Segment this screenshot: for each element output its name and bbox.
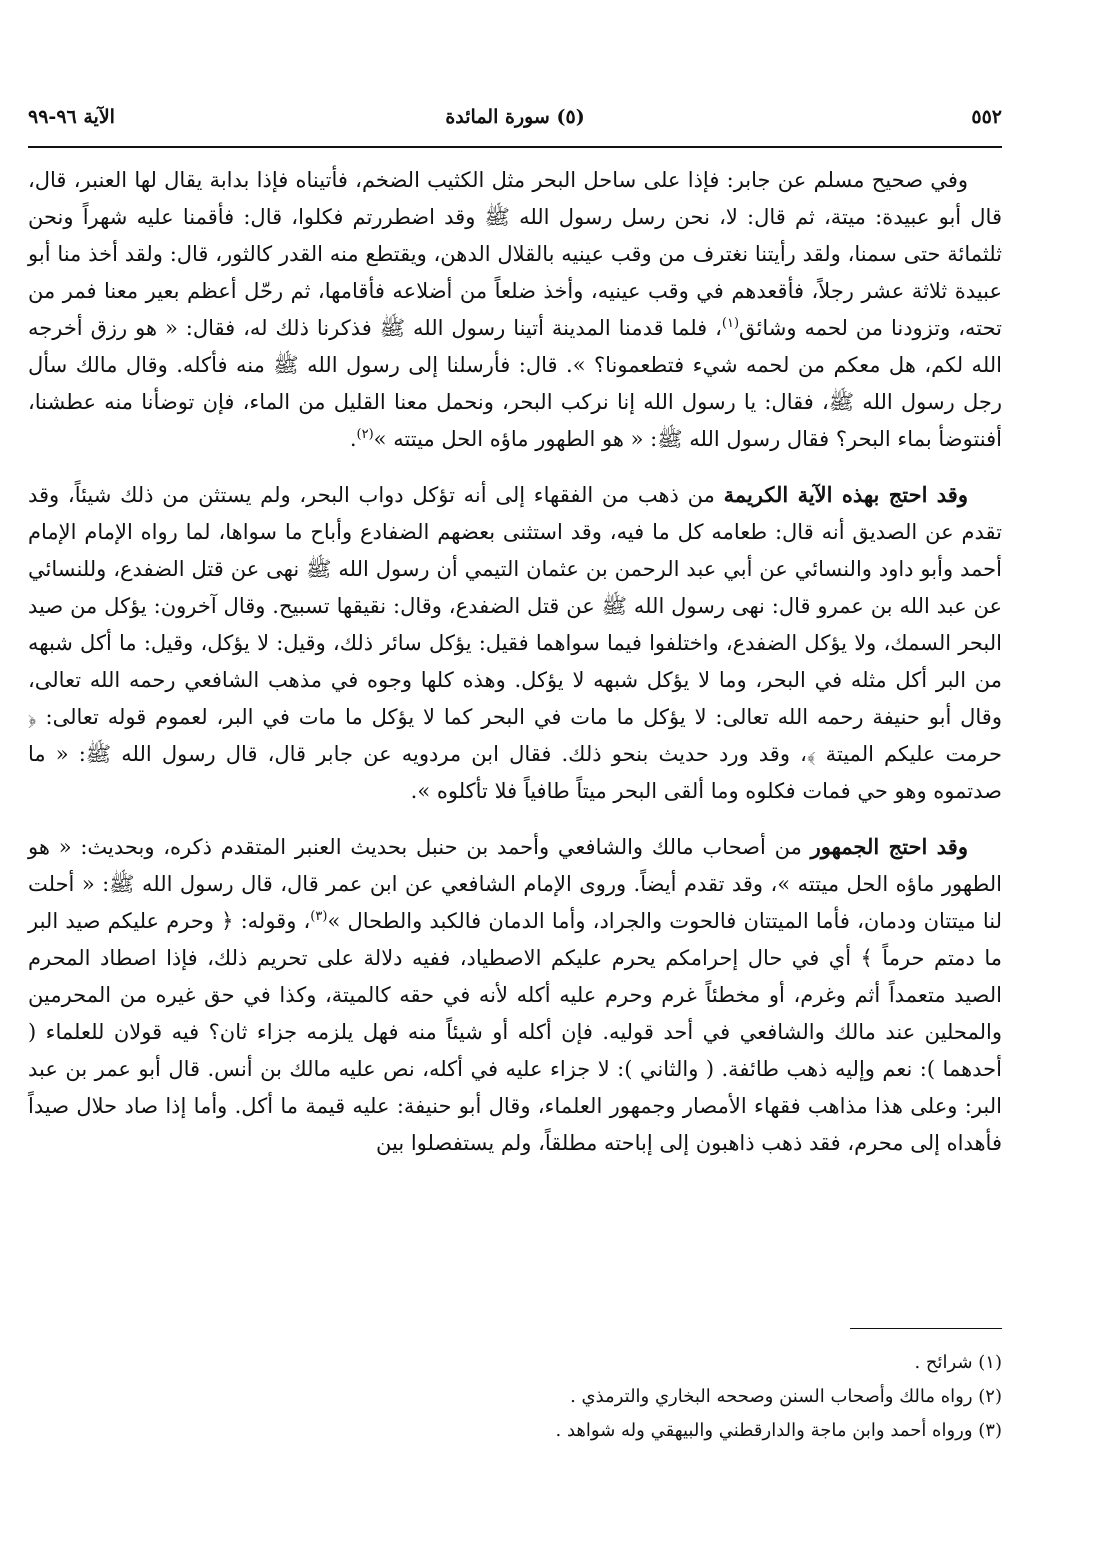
verse-range: الآية ٩٦-٩٩ — [28, 106, 115, 128]
footnote-1: (١) شرائح . — [914, 1352, 1002, 1373]
paragraph-text-end: . — [349, 427, 357, 451]
footnote-3: (٣) ورواه أحمد وابن ماجة والدارقطني والبيهقي وله شواهد . — [555, 1420, 1002, 1441]
paragraph-1 — [28, 162, 1002, 458]
paragraph-text-cont: ، فلما قدمنا المدينة أتينا رسول الله ﷺ فذكرنا ذلك له، فقال: « هو رزق أخرجه الله لكم، هل معكم من لحمه شيء فتطعمونا؟ ». قال: فأرسلنا إلى رسول الله ﷺ منه فأكله. وقال مالك سأل رجل رسول الله ﷺ، فقال: يا رسول الله إنا نركب البحر، ونحمل معنا القليل من الماء، فإن توضأنا منه عطشنا، أفنتوضأ بماء البحر؟ فقال رسول الله ﷺ: « هو الطهور ماؤه الحل ميتته » — [28, 316, 1002, 451]
paragraph-lead: وقد احتج بهذه الآية الكريمة — [723, 482, 968, 507]
paragraph-text: من ذهب من الفقهاء إلى أنه تؤكل دواب البحر، ولم يستثن من ذلك شيئاً، وقد تقدم عن الصديق أنه قال: طعامه كل ما فيه، وقد استثنى بعضهم الضفادع وأباح ما سواها، لما رواه الإمام الإمام أحمد وأبو داود والنسائي عن أبي عبد الرحمن بن عثمان التيمي أن رسول الله ﷺ نهى عن قتل الضفدع، وللنسائي عن عبد الله بن عمرو قال: نهى رسول الله ﷺ عن قتل الضفدع، وقال: نقيقها تسبيح. وقال آخرون: يؤكل من صيد البحر السمك، ولا يؤكل الضفدع، واختلفوا فيما سواهما فقيل: يؤكل سائر ذلك، وقيل: لا يؤكل، وقيل: ما أكل شبهه من البر أكل مثله في البحر، وما لا يؤكل شبهه لا يؤكل. وهذه كلها وجوه في مذهب الشافعي رحمه الله تعالى، وقال أبو حنيفة رحمه الله تعالى: لا يؤكل ما مات في البحر كما لا يؤكل ما مات في البر، لعموم قوله تعالى: ﴿ حرمت عليكم الميتة ﴾، وقد ورد حديث بنحو ذلك. فقال ابن مردويه عن جابر قال، قال رسول الله ﷺ: « ما صدتموه وهو حي فمات فكلوه وما ألقى البحر ميتاً طافياً فلا تأكلوه ». — [28, 483, 1002, 803]
footnote-2: (٢) رواه مالك وأصحاب السنن وصححه البخاري والترمذي . — [570, 1386, 1002, 1407]
paragraph-lead: وقد احتج الجمهور — [810, 834, 968, 859]
paragraph-text-cont: ، وقوله: ﴿ وحرم عليكم صيد البر ما دمتم حرماً ﴾ أي في حال إحرامكم يحرم عليكم الاصطياد، ففيه دلالة على تحريم ذلك، فإذا اصطاد المحرم الصيد متعمداً أثم وغرم، أو مخطئاً غرم وحرم عليه أكله لأنه في حقه كالميتة، وكذا في حق غيره من المحرمين والمحلين عند مالك والشافعي في أحد قوليه. فإن أكله أو شيئاً منه فهل يلزمه جزاء ثان؟ فيه قولان للعلماء ( أحدهما ): نعم وإليه ذهب طائفة. ( والثاني ): لا جزاء عليه في أكله، نص عليه مالك بن أنس. قال أبو عمر بن عبد البر: وعلى هذا مذاهب فقهاء الأمصار وجمهور العلماء، وقال أبو حنيفة: عليه قيمة ما أكل. وأما إذا صاد حلال صيداً فأهداه إلى محرم، فقد ذهب ذاهبون إلى إباحته مطلقاً، ولم يستفصلوا بين — [28, 909, 1002, 1155]
page-number: ٥٥٢ — [971, 106, 1002, 128]
surah-title: (٥) سورة المائدة — [445, 106, 585, 128]
header-rule — [28, 146, 1002, 148]
body-text — [28, 162, 1002, 1162]
footnote-ref: (٢) — [356, 427, 374, 442]
paragraph-3 — [28, 828, 1002, 1162]
paragraph-text: من أصحاب مالك والشافعي وأحمد بن حنبل بحديث العنبر المتقدم ذكره، وبحديث: « هو الطهور ماؤه الحل ميتته »، وقد تقدم أيضاً. وروى الإمام الشافعي عن ابن عمر قال، قال رسول الله ﷺ: « أحلت لنا ميتتان ودمان، فأما الميتتان فالحوت والجراد، وأما الدمان فالكبد والطحال » — [28, 835, 1002, 933]
footnotes — [28, 1346, 1002, 1448]
footnote-ref: (١) — [721, 316, 740, 331]
footnote-ref: (٣) — [310, 909, 328, 924]
footnote-rule — [850, 1328, 1002, 1329]
paragraph-text: وفي صحيح مسلم عن جابر: فإذا على ساحل البحر مثل الكثيب الضخم، فأتيناه فإذا بدابة يقال لها العنبر، قال، قال أبو عبيدة: ميتة، ثم قال: لا، نحن رسل رسول الله ﷺ وقد اضطررتم فكلوا، قال: فأقمنا عليه شهراً ونحن ثلثمائة حتى سمنا، ولقد رأيتنا نغترف من وقب عينيه بالقلال الدهن، ويقتطع منه القدر كالثور، قال: ولقد أخذ منا أبو عبيدة ثلاثة عشر رجلاً، فأقعدهم في وقب عينيه، وأخذ ضلعاً من أضلاعه فأقامها، ثم رحّل أعظم بعير معنا فمر من تحته، وتزودنا من لحمه وشائق — [28, 168, 1002, 340]
paragraph-2 — [28, 476, 1002, 810]
running-header — [28, 98, 1002, 142]
